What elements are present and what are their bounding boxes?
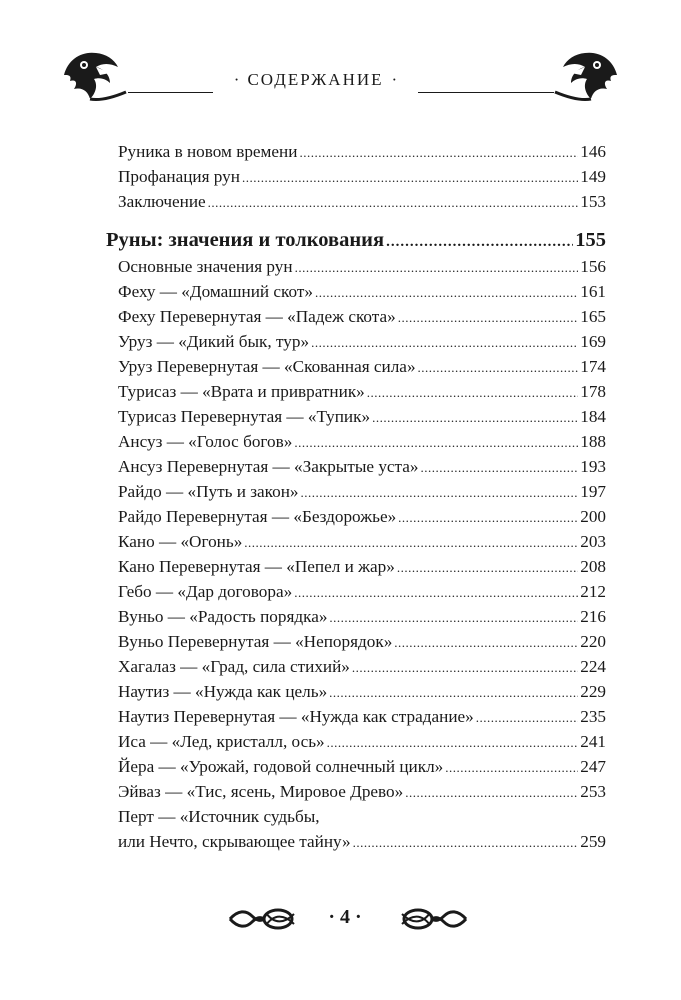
dot-leader [386,232,573,252]
page-number: · 4 · [328,906,362,928]
toc-entry-title: Наутиз Перевернутая — «Нужда как страдание» [118,707,474,726]
toc-entry-page: 235 [580,707,606,726]
toc-entry-page: 253 [580,782,606,801]
dot-leader [295,258,579,278]
toc-entry[interactable] [118,482,606,503]
toc-entry[interactable] [118,307,606,328]
toc-entry-title: Заключение [118,192,206,211]
toc-entry-page: 208 [580,557,606,576]
toc-entry-page: 241 [580,732,606,751]
dot-leader [398,308,578,328]
toc-entry[interactable] [118,657,606,678]
toc-entry[interactable] [118,167,606,188]
toc-entry-title: Иса — «Лед, кристалл, ось» [118,732,325,751]
toc-entry-title: Райдо — «Путь и закон» [118,482,299,501]
toc-entry[interactable] [118,557,606,578]
toc-entry[interactable] [118,757,606,778]
toc-entry-title: Райдо Перевернутая — «Бездорожье» [118,507,397,526]
toc-entry-page: 161 [580,282,606,301]
toc-entry-page: 178 [580,382,606,401]
dot-leader [394,633,578,653]
dot-leader [421,458,579,478]
toc-entry[interactable] [118,142,606,163]
header-rule-left [128,92,213,93]
page-footer [0,900,681,940]
toc-entry[interactable] [118,192,606,213]
toc-entry[interactable] [118,732,606,753]
toc-entry-title: Вуньо — «Радость порядка» [118,607,328,626]
toc-entry[interactable] [118,282,606,303]
dot-leader [329,683,578,703]
dragon-head-icon [60,45,128,107]
toc-entry-title-line1[interactable]: Перт — «Источник судьбы, [118,807,320,826]
toc-entry-title: Вуньо Перевернутая — «Непорядок» [118,632,393,651]
toc-entry-title: Эйваз — «Тис, ясень, Мировое Древо» [118,782,404,801]
toc-entry-page: 146 [580,142,606,161]
toc-entry-page: 259 [580,832,606,851]
toc-entry-page: 216 [580,607,606,626]
toc-entry[interactable] [118,357,606,378]
toc-entry[interactable] [118,457,606,478]
toc-entry-title: Ансуз Перевернутая — «Закрытые уста» [118,457,419,476]
toc-section-title: Руны: значения и толкования [106,229,385,251]
toc-entry-page: 188 [580,432,606,451]
toc-section-heading[interactable] [106,230,606,252]
dot-leader [294,433,578,453]
toc-entry-title: Турисаз Перевернутая — «Тупик» [118,407,371,426]
dot-leader [208,193,579,213]
toc-entry-title: Феху — «Домашний скот» [118,282,313,301]
dot-leader [294,583,578,603]
toc-entry[interactable] [118,607,606,628]
dot-leader [397,558,578,578]
toc-entry[interactable] [118,582,606,603]
dot-leader [315,283,578,303]
toc-entry-page: 197 [580,482,606,501]
toc-entry[interactable] [118,707,606,728]
toc-entry[interactable] [118,507,606,528]
header-rule-right [418,92,554,93]
dot-leader [398,508,578,528]
toc-entry[interactable] [118,632,606,653]
toc-entry-title: Кано Перевернутая — «Пепел и жар» [118,557,395,576]
toc-entry-title: Уруз Перевернутая — «Скованная сила» [118,357,416,376]
toc-entry[interactable] [118,832,606,853]
toc-entry-title: Гебо — «Дар договора» [118,582,293,601]
toc-entry-title: Йера — «Урожай, годовой солнечный цикл» [118,757,444,776]
toc-entry-page: 193 [580,457,606,476]
dot-leader [242,168,578,188]
toc-entry-page: 184 [580,407,606,426]
toc-entry-page: 149 [580,167,606,186]
toc-entry-page: 156 [580,257,606,276]
toc-entry-title: Профанация рун [118,167,240,186]
dot-leader [367,383,578,403]
toc-entry-title: Руника в новом времени [118,142,298,161]
toc-entry-title: Кано — «Огонь» [118,532,243,551]
toc-entry[interactable] [118,257,606,278]
toc-entry-page: 229 [580,682,606,701]
dot-leader [476,708,578,728]
toc-entry[interactable] [118,682,606,703]
toc-entry[interactable] [118,382,606,403]
toc-entry-page: 224 [580,657,606,676]
dot-leader [352,658,578,678]
toc-entry[interactable] [118,407,606,428]
toc-entry-title: Наутиз — «Нужда как цель» [118,682,328,701]
toc-entry[interactable] [118,532,606,553]
toc-section-page: 155 [575,229,606,251]
dot-leader [445,758,578,778]
dragon-head-icon [553,45,621,107]
toc-entry-page: 220 [580,632,606,651]
dot-leader [372,408,578,428]
dot-leader [405,783,578,803]
toc-entry-title: Уруз — «Дикий бык, тур» [118,332,310,351]
toc-entry-title: Феху Перевернутая — «Падеж скота» [118,307,396,326]
toc-entry-page: 203 [580,532,606,551]
toc-entry-title: Ансуз — «Голос богов» [118,432,293,451]
knot-flourish-icon [228,904,298,934]
dot-leader [244,533,578,553]
dot-leader [353,833,579,853]
running-header-title: · СОДЕРЖАНИЕ · [233,70,398,89]
dot-leader [327,733,579,753]
running-header [0,45,681,115]
toc-entry-page: 153 [580,192,606,211]
toc-entry-page: 165 [580,307,606,326]
toc-entry-page: 169 [580,332,606,351]
toc-entry-page: 200 [580,507,606,526]
toc-entry[interactable] [118,432,606,453]
dot-leader [418,358,579,378]
toc-entry-page: 212 [580,582,606,601]
dot-leader [301,483,579,503]
toc-entry[interactable] [118,332,606,353]
toc-entry-title: Хагалаз — «Град, сила стихий» [118,657,350,676]
toc-entry-page: 247 [580,757,606,776]
dot-leader [329,608,578,628]
knot-flourish-icon [398,904,468,934]
toc-entry[interactable] [118,782,606,803]
dot-leader [299,143,578,163]
toc-entry-title: Турисаз — «Врата и привратник» [118,382,365,401]
toc-entry-page: 174 [580,357,606,376]
toc-entry-title: Основные значения рун [118,257,293,276]
toc-entry-title-line2: или Нечто, скрывающее тайну» [118,832,351,851]
dot-leader [311,333,578,353]
